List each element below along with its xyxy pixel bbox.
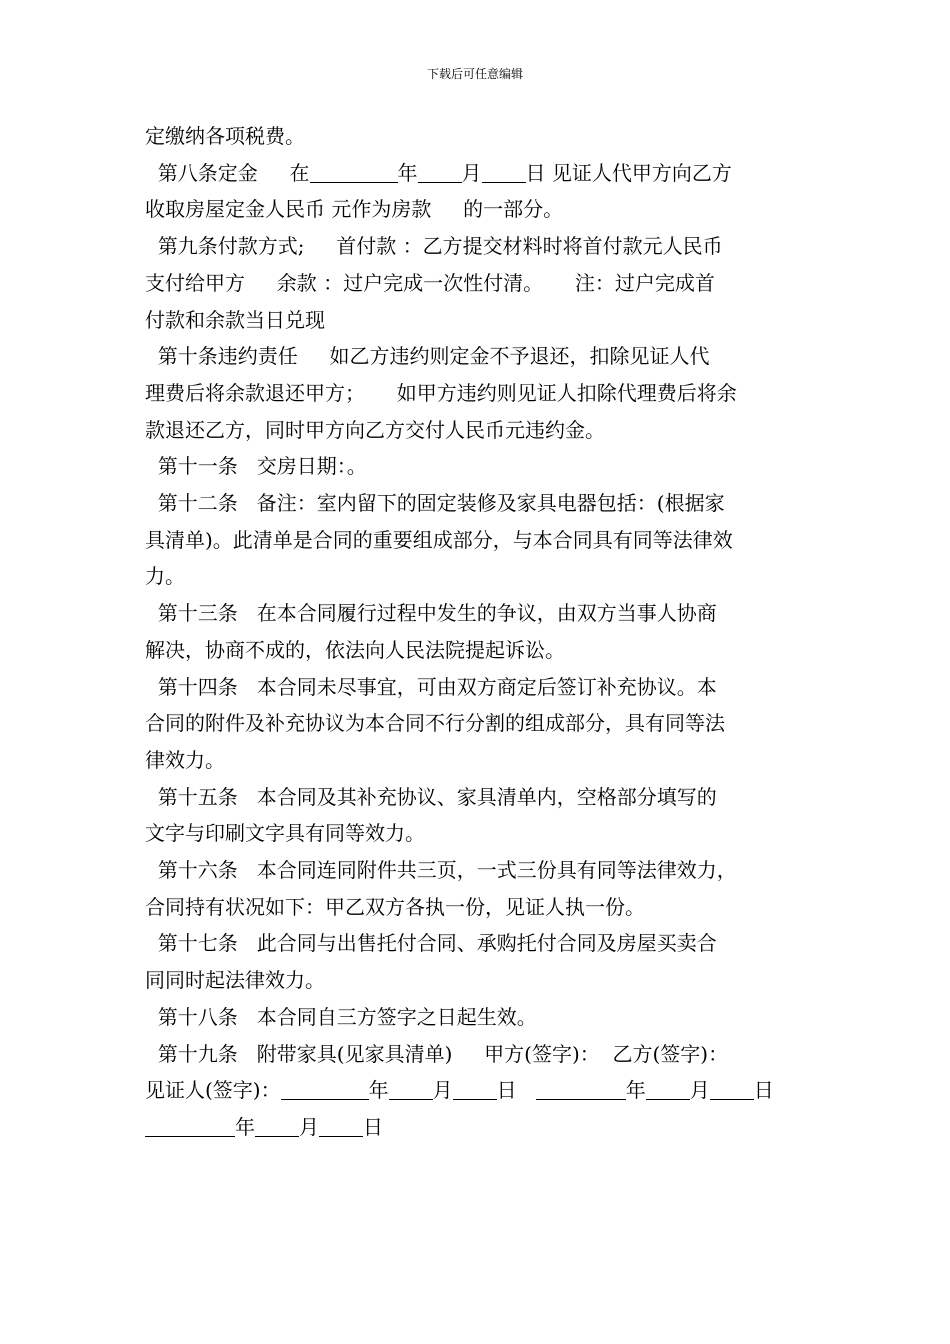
blank-field[interactable] [145, 1116, 235, 1137]
text-line: 收取房屋定金人民币 元作为房款 的一部分。 [145, 197, 564, 222]
text-line: 第九条付款方式; 首付款 ：乙方提交材料时将首付款元人民币 [145, 234, 723, 259]
signature-date-line: 见证人(签字)： 年 月 日 年 月 日 [145, 1078, 774, 1103]
text-line: 第十九条 附带家具(见家具清单) 甲方(签字)： 乙方(签字)： [145, 1041, 729, 1066]
blank-field[interactable] [646, 1079, 690, 1100]
deposit-clause-line: 第八条定金 在 年 月 日 见证人代甲方向乙方 [145, 160, 732, 185]
blank-field[interactable] [536, 1079, 626, 1100]
text-line: 第十一条 交房日期：。 [145, 454, 367, 479]
text-line: 第十条违约责任 如乙方违约则定金不予退还，扣除见证人代 [145, 344, 710, 369]
text-line: 力。 [145, 564, 185, 589]
text-line: 第十四条 本合同未尽事宜，可由双方商定后签订补充协议。本 [145, 674, 717, 699]
text-line: 第十七条 此合同与出售托付合同、承购托付合同及房屋买卖合 [145, 931, 717, 956]
text-line: 解决，协商不成的，依法向人民法院提起诉讼。 [145, 637, 565, 662]
text-line: 理费后将余款退还甲方； 如甲方违约则见证人扣除代理费后将余 [145, 380, 737, 405]
blank-field[interactable] [255, 1116, 299, 1137]
blank-field[interactable] [710, 1079, 754, 1100]
text-line: 支付给甲方 余款 ：过户完成一次性付清。 注：过户完成首 [145, 270, 715, 295]
blank-field[interactable] [453, 1079, 497, 1100]
blank-field[interactable] [389, 1079, 433, 1100]
text-line: 第十八条 本合同自三方签字之日起生效。 [145, 1004, 537, 1029]
text-line: 第十三条 在本合同履行过程中发生的争议，由双方当事人协商 [145, 601, 717, 626]
text-line: 定缴纳各项税费。 [145, 124, 305, 148]
blank-field[interactable] [319, 1116, 363, 1137]
text-line: 付款和余款当日兑现 [145, 307, 325, 332]
blank-field[interactable] [418, 162, 462, 183]
blank-field[interactable] [310, 162, 398, 183]
blank-field[interactable] [482, 162, 526, 183]
text-line: 合同的附件及补充协议为本合同不行分割的组成部分，具有同等法 [145, 711, 725, 736]
text-line: 第十五条 本合同及其补充协议、家具清单内，空格部分填写的 [145, 784, 717, 809]
text-line: 第十六条 本合同连同附件共三页，一式三份具有同等法律效力， [145, 858, 737, 883]
text-line: 具清单)。此清单是合同的重要组成部分，与本合同具有同等法律效 [145, 527, 733, 552]
text-line: 律效力。 [145, 747, 225, 772]
text-line: 同同时起法律效力。 [145, 968, 325, 993]
text-line: 款退还乙方，同时甲方向乙方交付人民币元违约金。 [145, 417, 605, 442]
page-header: 下载后可任意编辑 [426, 67, 523, 81]
text-line: 合同持有状况如下：甲乙双方各执一份，见证人执一份。 [145, 894, 645, 919]
text-line: 第十二条 备注：室内留下的固定装修及家具电器包括：(根据家 [145, 491, 725, 516]
signature-date-line: 年 月 日 [145, 1109, 820, 1146]
contract-body [145, 118, 820, 1146]
blank-field[interactable] [281, 1079, 369, 1100]
text-line: 文字与印刷文字具有同等效力。 [145, 821, 425, 846]
